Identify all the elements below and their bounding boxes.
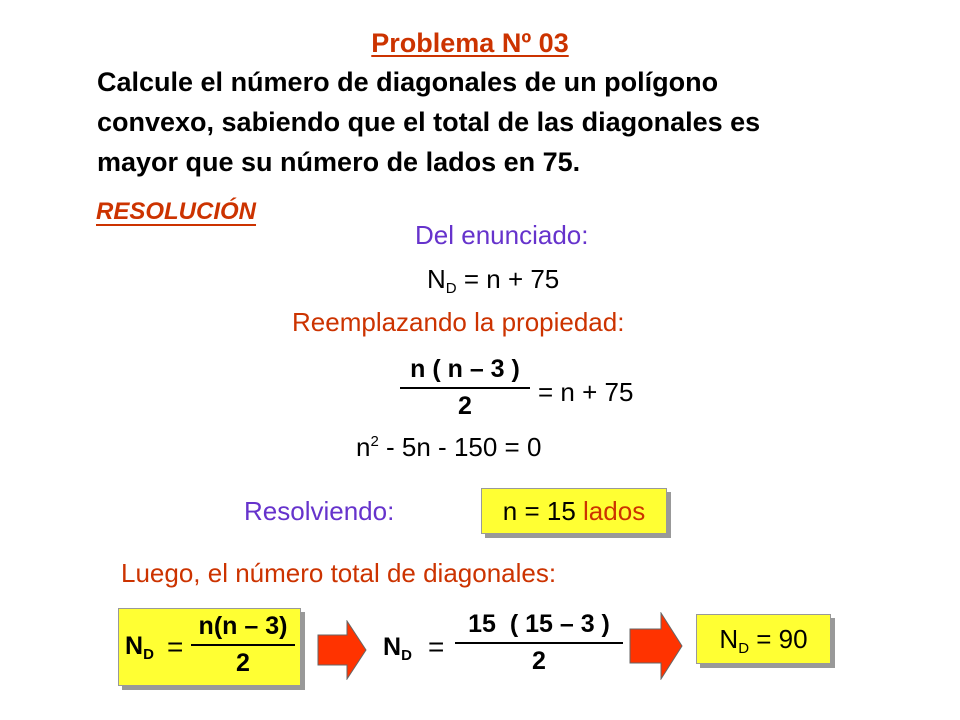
substituted-formula	[383, 606, 623, 686]
step3-base: n	[356, 432, 371, 462]
statement-line-1: Calcule el número de diagonales de un polígono	[97, 67, 719, 97]
substituted-lhs	[383, 633, 412, 664]
solve-label: Resolviendo:	[244, 496, 395, 526]
general-formula-lhs	[125, 632, 154, 663]
step1-equation	[427, 264, 559, 297]
step2-fraction	[400, 355, 530, 421]
step2-numerator: n ( n – 3 )	[410, 355, 520, 383]
step3-rest: - 5n - 150 = 0	[378, 432, 542, 462]
substituted-equals: =	[428, 631, 445, 662]
fraction-bar	[191, 644, 295, 646]
general-numerator: n(n – 3)	[198, 612, 288, 640]
substituted-numerator: 15 ( 15 – 3 )	[468, 610, 610, 638]
substituted-denominator: 2	[532, 647, 546, 675]
general-fraction	[191, 612, 295, 678]
answer-unit: lados	[583, 496, 646, 526]
result-lhs-sub: D	[738, 640, 750, 657]
right-arrow-icon	[629, 612, 683, 680]
general-equals: =	[167, 631, 184, 662]
answer-value: n = 15	[502, 496, 584, 526]
answer-highlight-box	[481, 488, 667, 534]
statement-line-3: mayor que su número de lados en 75.	[97, 147, 581, 177]
resolution-heading: RESOLUCIÓN	[96, 198, 257, 225]
problem-title: Problema Nº 03	[371, 28, 569, 58]
then-label: Luego, el número total de diagonales:	[121, 558, 557, 588]
right-arrow-icon	[317, 620, 367, 680]
step3-equation	[356, 432, 541, 463]
fraction-bar	[455, 642, 623, 644]
step2-label: Reemplazando la propiedad:	[292, 307, 625, 337]
substituted-lhs-sub: D	[401, 647, 412, 664]
problem-statement	[97, 62, 885, 182]
statement-line-2: convexo, sabiendo que el total de las diagonales es	[97, 107, 761, 137]
general-formula-box	[118, 608, 301, 686]
substituted-lhs-base: N	[383, 633, 402, 661]
step2-rhs: = n + 75	[538, 377, 634, 407]
step2-denominator: 2	[458, 392, 472, 420]
general-denominator: 2	[236, 649, 250, 677]
result-highlight-box	[696, 614, 831, 664]
step1-lhs-base: N	[427, 264, 446, 294]
step1-label: Del enunciado:	[415, 220, 589, 250]
fraction-bar	[400, 387, 530, 389]
result-rhs: = 90	[749, 624, 808, 654]
step1-rhs: = n + 75	[456, 264, 560, 294]
general-lhs-sub: D	[143, 646, 154, 663]
result-lhs-base: N	[719, 624, 739, 654]
substituted-fraction	[455, 610, 623, 676]
general-lhs-base: N	[125, 632, 144, 660]
step3-exponent: 2	[370, 433, 379, 450]
step1-lhs-sub: D	[445, 280, 457, 297]
